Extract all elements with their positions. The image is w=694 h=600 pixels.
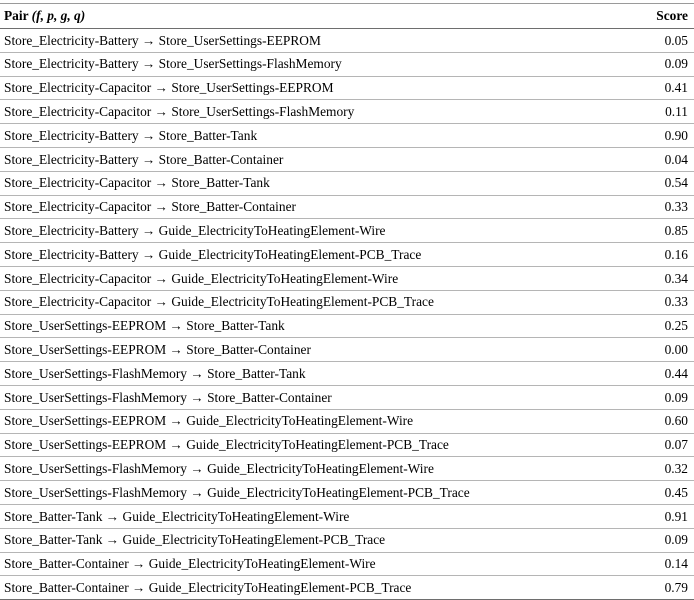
pair-cell: Store_Electricity-Capacitor → Store_UserSettings-FlashMemory <box>0 100 638 124</box>
score-cell: 0.54 <box>638 171 694 195</box>
table-row <box>0 362 694 386</box>
pair-cell: Store_Electricity-Battery → Store_UserSettings-FlashMemory <box>0 52 638 76</box>
table-row <box>0 576 694 600</box>
table-row <box>0 266 694 290</box>
pair-cell: Store_Electricity-Capacitor → Guide_ElectricityToHeatingElement-PCB_Trace <box>0 290 638 314</box>
table-row <box>0 409 694 433</box>
score-cell: 0.79 <box>638 576 694 600</box>
score-cell: 0.07 <box>638 433 694 457</box>
pair-cell: Store_UserSettings-FlashMemory → Store_Batter-Container <box>0 385 638 409</box>
score-cell: 0.33 <box>638 290 694 314</box>
pair-cell: Store_UserSettings-EEPROM → Store_Batter-Container <box>0 338 638 362</box>
pair-cell: Store_Electricity-Battery → Guide_ElectricityToHeatingElement-PCB_Trace <box>0 243 638 267</box>
score-cell: 0.00 <box>638 338 694 362</box>
header-row <box>0 4 694 29</box>
table-row <box>0 195 694 219</box>
table-row <box>0 76 694 100</box>
pair-cell: Store_Electricity-Battery → Store_UserSettings-EEPROM <box>0 29 638 53</box>
pair-header-label: Pair <box>4 8 29 24</box>
score-cell: 0.09 <box>638 528 694 552</box>
table-row <box>0 124 694 148</box>
score-cell: 0.14 <box>638 552 694 576</box>
pair-header-variables: (f, p, g, q) <box>31 8 86 24</box>
score-column-header: Score <box>638 4 694 29</box>
table-row <box>0 219 694 243</box>
score-cell: 0.60 <box>638 409 694 433</box>
table-row <box>0 385 694 409</box>
table-row <box>0 528 694 552</box>
pair-cell: Store_Electricity-Capacitor → Store_Batter-Tank <box>0 171 638 195</box>
pair-cell: Store_Electricity-Battery → Guide_ElectricityToHeatingElement-Wire <box>0 219 638 243</box>
pair-cell: Store_UserSettings-EEPROM → Store_Batter-Tank <box>0 314 638 338</box>
score-cell: 0.33 <box>638 195 694 219</box>
table-row <box>0 481 694 505</box>
pair-cell: Store_UserSettings-EEPROM → Guide_ElectricityToHeatingElement-Wire <box>0 409 638 433</box>
table-header <box>0 4 694 29</box>
pair-cell: Store_Electricity-Capacitor → Store_Batter-Container <box>0 195 638 219</box>
table-row <box>0 147 694 171</box>
score-cell: 0.91 <box>638 504 694 528</box>
pair-cell: Store_Electricity-Capacitor → Guide_ElectricityToHeatingElement-Wire <box>0 266 638 290</box>
table-row <box>0 504 694 528</box>
score-cell: 0.44 <box>638 362 694 386</box>
table-row <box>0 552 694 576</box>
table-row <box>0 314 694 338</box>
table-row <box>0 29 694 53</box>
pair-cell: Store_Batter-Container → Guide_ElectricityToHeatingElement-PCB_Trace <box>0 576 638 600</box>
table-body <box>0 29 694 600</box>
score-cell: 0.45 <box>638 481 694 505</box>
score-cell: 0.34 <box>638 266 694 290</box>
score-cell: 0.90 <box>638 124 694 148</box>
score-cell: 0.32 <box>638 457 694 481</box>
pair-cell: Store_UserSettings-FlashMemory → Guide_ElectricityToHeatingElement-Wire <box>0 457 638 481</box>
pair-cell: Store_Electricity-Capacitor → Store_UserSettings-EEPROM <box>0 76 638 100</box>
score-table-container <box>0 3 694 600</box>
score-cell: 0.85 <box>638 219 694 243</box>
pair-cell: Store_Batter-Tank → Guide_ElectricityToHeatingElement-Wire <box>0 504 638 528</box>
score-cell: 0.11 <box>638 100 694 124</box>
pair-cell: Store_UserSettings-EEPROM → Guide_ElectricityToHeatingElement-PCB_Trace <box>0 433 638 457</box>
pair-cell: Store_Batter-Tank → Guide_ElectricityToHeatingElement-PCB_Trace <box>0 528 638 552</box>
pair-cell: Store_Electricity-Battery → Store_Batter-Container <box>0 147 638 171</box>
score-cell: 0.09 <box>638 52 694 76</box>
pair-score-table <box>0 3 694 600</box>
score-cell: 0.05 <box>638 29 694 53</box>
pair-cell: Store_Batter-Container → Guide_ElectricityToHeatingElement-Wire <box>0 552 638 576</box>
score-cell: 0.41 <box>638 76 694 100</box>
pair-cell: Store_UserSettings-FlashMemory → Guide_ElectricityToHeatingElement-PCB_Trace <box>0 481 638 505</box>
score-cell: 0.16 <box>638 243 694 267</box>
table-row <box>0 433 694 457</box>
score-cell: 0.09 <box>638 385 694 409</box>
pair-column-header <box>0 4 638 29</box>
table-row <box>0 100 694 124</box>
table-row <box>0 457 694 481</box>
table-row <box>0 338 694 362</box>
table-row <box>0 52 694 76</box>
table-row <box>0 243 694 267</box>
table-row <box>0 290 694 314</box>
score-cell: 0.25 <box>638 314 694 338</box>
pair-cell: Store_UserSettings-FlashMemory → Store_Batter-Tank <box>0 362 638 386</box>
pair-cell: Store_Electricity-Battery → Store_Batter-Tank <box>0 124 638 148</box>
table-row <box>0 171 694 195</box>
score-cell: 0.04 <box>638 147 694 171</box>
